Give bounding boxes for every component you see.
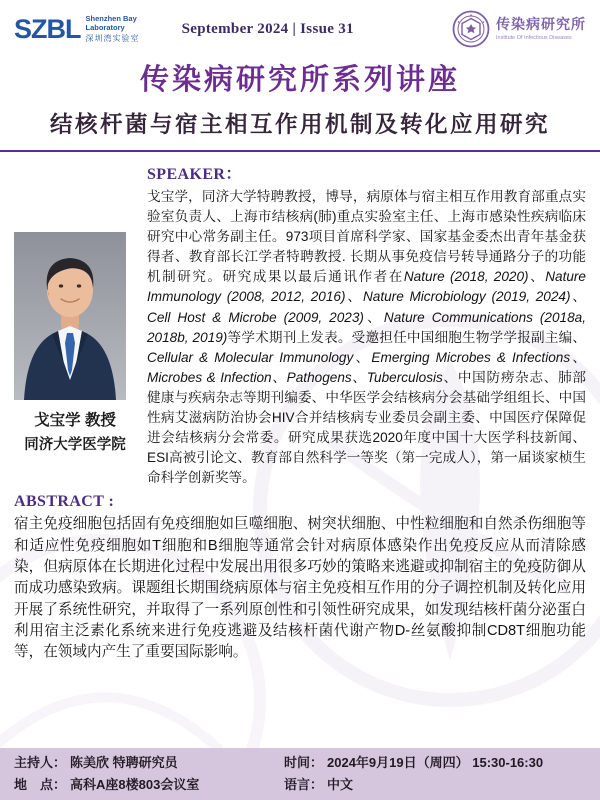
speaker-section: [0, 152, 600, 488]
institute-name-en: Institute Of Infectious Diseases: [495, 34, 572, 41]
series-title: 传染病研究所系列讲座: [139, 62, 460, 96]
szbl-logo-text: [86, 15, 140, 42]
time-label: 时间：: [284, 754, 324, 770]
header: [0, 0, 600, 54]
footer-left-column: [14, 754, 284, 795]
abstract-heading: ABSTRACT :: [14, 493, 115, 511]
szbl-logo: [14, 15, 140, 42]
szbl-logo-acronym: SZBL: [14, 13, 81, 44]
institute-logo: [452, 10, 586, 48]
speaker-bio-column: [136, 156, 586, 488]
speaker-bio: 戈宝学，同济大学特聘教授，博导，病原体与宿主相互作用教育部重点实验室负责人、上海市结核病(肺)重点实验室主任、上海市感染性疾病临床研究中心常务副主任。973项目首席科学家、国家基金委杰出青年基金获得者、教育部长江学者特聘教授. 长期从事免疫信号转导通路分子的功能机制研究。研究成果以最后通讯作者在Nature (2018, 2020)、Nature Immunology (2008, 2012, 2016)、Nature Microbiology (2019, 2024)、Cell Host & Microbe (2009, 2023)、Nature Communications (2018a, 2018b, 2019)等学术期刊上发表。受邀担任中国细胞生物学学报副主编、Cellular & Molecular Immunology、Emerging Microbes & Infections、Microbes & Infection、Pathogens、Tuberculosis、中国防痨杂志、肺部健康与疾病杂志等期刊编委、中华医学会结核病分会基础学组组长、中国性病艾滋病防治协会HIV合并结核病专业委员会副主委、中国医疗保障促进会结核病分会常委。研究成果获选2020年度中国十大医学科技新闻、ESI高被引论文、教育部自然科学一等奖（第一完成人），第一届谈家桢生命科学创新奖等。: [147, 189, 587, 486]
host-label: 主持人：: [14, 754, 67, 770]
speaker-heading: SPEAKER：: [147, 166, 242, 183]
speaker-caption: [14, 409, 136, 457]
footer-right-column: [284, 754, 543, 795]
institute-logo-text: [496, 17, 586, 40]
footer-bar: [0, 748, 600, 800]
institute-seal-icon: [452, 10, 490, 48]
szbl-name-cn: 深圳湾实验室: [85, 33, 140, 43]
host-value: 陈美欣 特聘研究员: [70, 754, 178, 770]
location-value: 高科A座8楼803会议室: [70, 776, 200, 792]
abstract-body: 宿主免疫细胞包括固有免疫细胞如巨噬细胞、树突状细胞、中性粒细胞和自然杀伤细胞等和适应性免疫细胞如T细胞和B细胞等通常会针对病原体感染作出免疫反应从而清除感染，但病原体在长期进化过程中发展出用很多巧妙的策略来逃避或抑制宿主的免疫防御从而成功感染致病。课题组长期围绕病原体与宿主免疫相互作用的分子调控机制及转化应用开展了系统性研究，并取得了一系列原创性和引领性研究成果，如发现结核杆菌分泌蛋白利用宿主泛素化系统来进行免疫逃避及结核杆菌代谢产物D-丝氨酸抑制CD8T细胞功能等，在领域内产生了重要国际影响。: [14, 516, 586, 661]
speaker-name: 戈宝学 教授: [34, 412, 116, 429]
footer-location-row: [14, 776, 284, 795]
speaker-photo-column: [14, 156, 136, 488]
language-value: 中文: [327, 776, 354, 792]
footer-time-row: [284, 754, 543, 773]
szbl-name-en-line1: Shenzhen Bay: [85, 14, 137, 24]
institute-name-cn: 传染病研究所: [495, 16, 586, 33]
language-label: 语言：: [284, 776, 324, 792]
szbl-name-en-line2: Laboratory: [85, 22, 125, 32]
time-value: 2024年9月19日（周四） 15:30-16:30: [327, 754, 544, 770]
footer-language-row: [284, 776, 543, 795]
speaker-photo: [14, 232, 126, 400]
speaker-affiliation: 同济大学医学院: [24, 436, 126, 453]
issue-date: September 2024 | Issue 31: [181, 20, 354, 37]
footer-host-row: [14, 754, 284, 773]
location-label: 地 点：: [14, 776, 67, 792]
lecture-title: 结核杆菌与宿主相互作用机制及转化应用研究: [49, 112, 550, 137]
